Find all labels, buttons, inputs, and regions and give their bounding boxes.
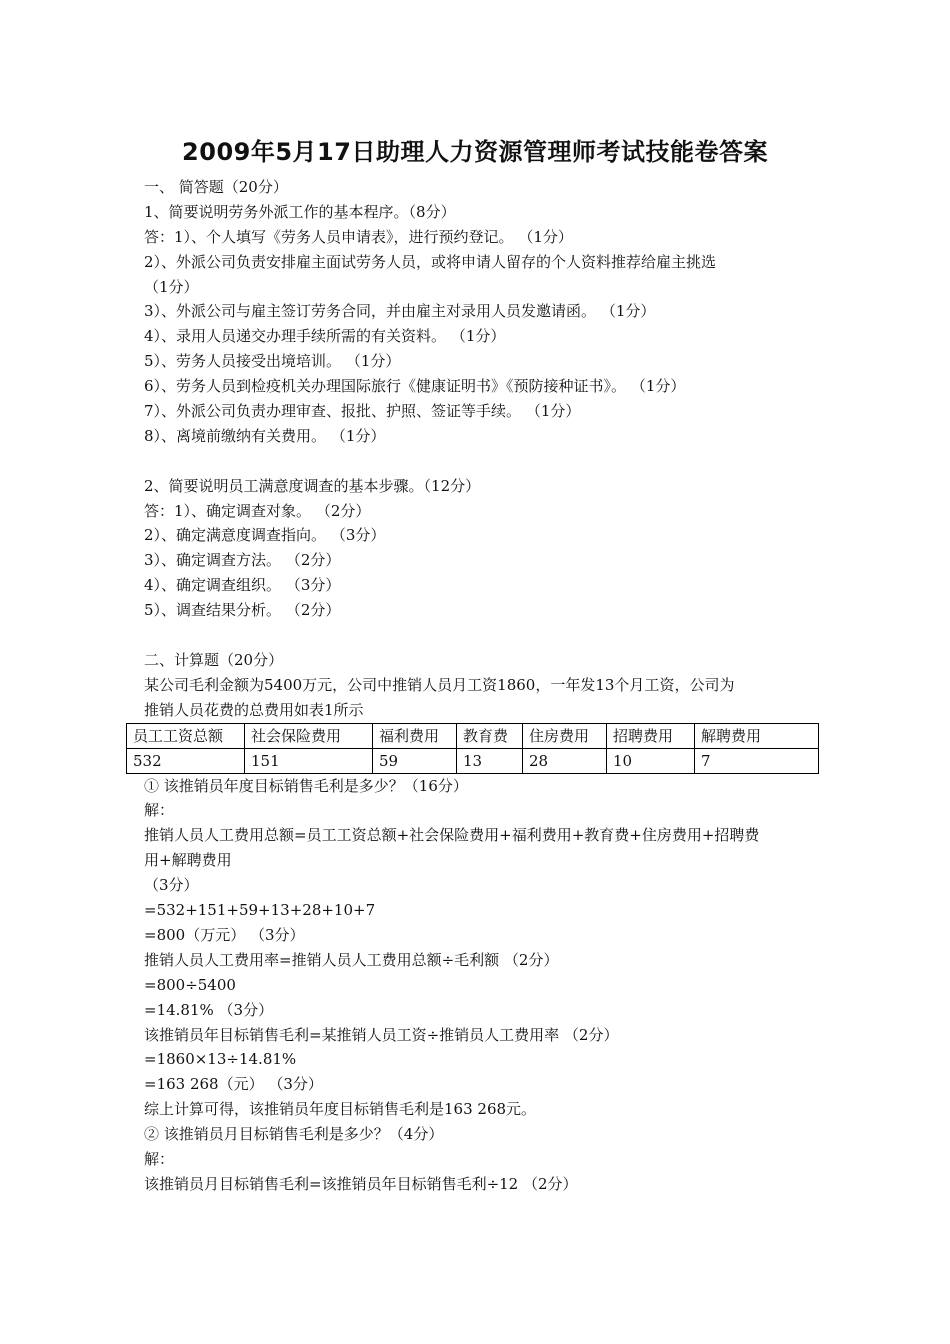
solution-line: 推销人员人工费用总额=员工工资总额+社会保险费用+福利费用+教育费+住房费用+招聘费 [144, 826, 760, 845]
solution-line: 综上计算可得，该推销员年度目标销售毛利是163 268元。 [144, 1100, 537, 1119]
q1-question: 1、简要说明劳务外派工作的基本程序。（8分） [144, 202, 456, 221]
q1-answer-line: 7）、外派公司负责办理审查、报批、护照、签证等手续。 （1分） [144, 402, 581, 421]
q2-answer-line: 2）、确定满意度调查指向。 （3分） [144, 526, 386, 545]
q2-answer-line: 4）、确定调查组织。 （3分） [144, 576, 341, 595]
table-header-cell: 员工工资总额 [127, 723, 245, 748]
q1-answer-line: 8）、离境前缴纳有关费用。 （1分） [144, 426, 386, 445]
spacer [144, 449, 824, 474]
table-cell: 7 [695, 748, 819, 773]
table-cell: 13 [457, 748, 523, 773]
solution-line: 用+解聘费用 [144, 851, 232, 870]
solution-line: 解： [144, 801, 175, 820]
table-row [127, 748, 819, 773]
solution-line: =1860×13÷14.81% [144, 1050, 297, 1069]
q2-answer-line: 答：1）、确定调查对象。 （2分） [144, 501, 371, 520]
table-header-cell: 招聘费用 [607, 723, 695, 748]
section2-heading: 二、计算题（20分） [144, 650, 284, 669]
table-cell: 59 [373, 748, 457, 773]
solution-line: =14.81% （3分） [144, 1000, 274, 1019]
q1-answer-line: 6）、劳务人员到检疫机关办理国际旅行《健康证明书》《预防接种证书》。 （1分） [144, 377, 686, 396]
table-cell: 10 [607, 748, 695, 773]
solution-line: =163 268（元） （3分） [144, 1075, 323, 1094]
table-header-cell: 社会保险费用 [245, 723, 373, 748]
q1-answer-line: 2）、外派公司负责安排雇主面试劳务人员，或将申请人留存的个人资料推荐给雇主挑选 [144, 252, 717, 271]
q1-answer-line: 5）、劳务人员接受出境培训。 （1分） [144, 352, 401, 371]
q2-answer-line: 3）、确定调查方法。 （2分） [144, 551, 341, 570]
q2-answer-line: 5）、调查结果分析。 （2分） [144, 601, 341, 620]
table-cell: 532 [127, 748, 245, 773]
solution-line: =532+151+59+13+28+10+7 [144, 901, 376, 920]
table-header-row [127, 723, 819, 748]
table-header-cell: 解聘费用 [695, 723, 819, 748]
cost-table [126, 723, 819, 774]
problem-intro-line: 推销人员花费的总费用如表1所示 [144, 700, 364, 719]
solution-line: （3分） [144, 876, 199, 895]
q1-answer-line: 4）、录用人员递交办理手续所需的有关资料。 （1分） [144, 327, 506, 346]
solution-line: ② 该推销员月目标销售毛利是多少？（4分） [144, 1125, 444, 1144]
document-title: 2009年5月17日助理人力资源管理师考试技能卷答案 [182, 138, 768, 166]
document-body [133, 175, 824, 1197]
solution-line: ① 该推销员年度目标销售毛利是多少？（16分） [144, 776, 468, 795]
solution-line: 该推销员年目标销售毛利=某推销人员工资÷推销员人工费用率 （2分） [144, 1025, 619, 1044]
q1-answer-line: 答：1）、个人填写《劳务人员申请表》，进行预约登记。 （1分） [144, 227, 573, 246]
solution-line: 解： [144, 1149, 175, 1168]
q2-question: 2、简要说明员工满意度调查的基本步骤。（12分） [144, 476, 481, 495]
q1-answer-line: （1分） [144, 277, 199, 296]
problem-intro-line: 某公司毛利金额为5400万元，公司中推销人员月工资1860，一年发13个月工资，公司为 [144, 675, 735, 694]
table-cell: 151 [245, 748, 373, 773]
spacer [144, 623, 824, 648]
table-header-cell: 福利费用 [373, 723, 457, 748]
table-cell: 28 [523, 748, 607, 773]
solution-line: =800÷5400 [144, 975, 236, 994]
q1-answer-line: 3）、外派公司与雇主签订劳务合同，并由雇主对录用人员发邀请函。 （1分） [144, 302, 656, 321]
solution-line: =800（万元） （3分） [144, 925, 305, 944]
section1-heading: 一、 简答题（20分） [144, 178, 288, 196]
solution-line: 推销人员人工费用率=推销人员人工费用总额÷毛利额 （2分） [144, 950, 559, 969]
table-header-cell: 教育费 [457, 723, 523, 748]
table-header-cell: 住房费用 [523, 723, 607, 748]
solution-line: 该推销员月目标销售毛利=该推销员年目标销售毛利÷12 （2分） [144, 1174, 578, 1193]
